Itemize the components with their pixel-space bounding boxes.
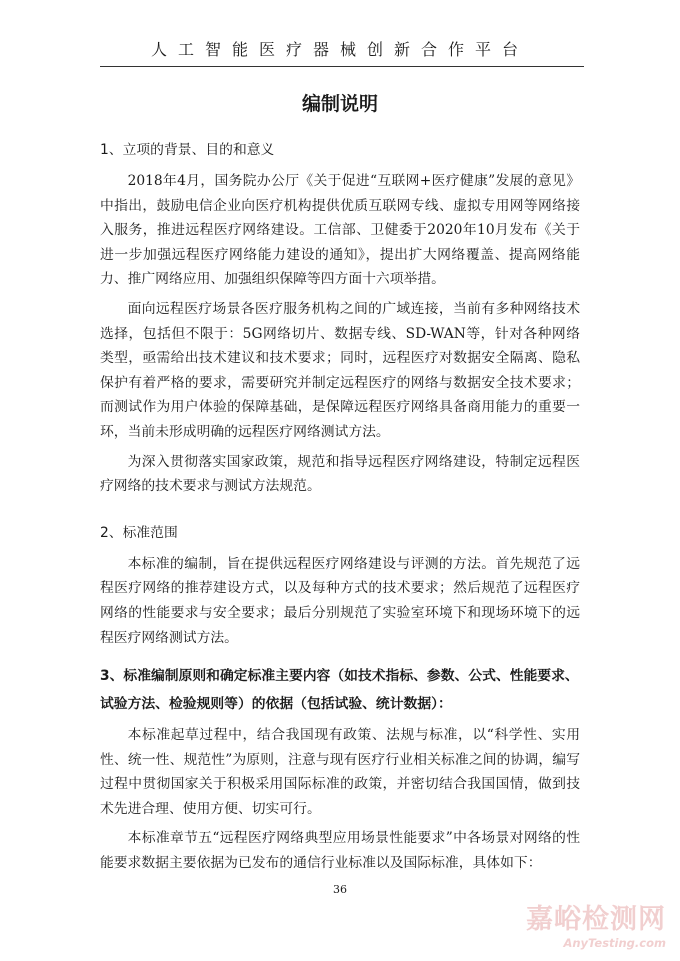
section-heading-1: 1、立项的背景、目的和意义: [100, 142, 275, 158]
section-heading-3: 3、标准编制原则和确定标准主要内容（如技术指标、参数、公式、性能要求、试验方法、检验规则等）的依据（包括试验、统计数据）：: [100, 668, 579, 713]
paragraph: 本标准的编制，旨在提供远程医疗网络建设与评测的方法。首先规范了远程医疗网络的推荐建设方式，以及每种方式的技术要求；然后规范了远程医疗网络的性能要求与安全要求；最后分别规范了实验室环境下和现场环境下的远程医疗网络测试方法。: [100, 555, 580, 646]
paragraph: 2018年4月，国务院办公厅《关于促进“互联网+医疗健康”发展的意见》中指出，鼓励电信企业向医疗机构提供优质互联网专线、虚拟专用网等网络接入服务，推进远程医疗网络建设。工信部、卫健委于2020年10月发布《关于进一步加强远程医疗网络能力建设的通知》，提出扩大网络覆盖、提高网络能力、推广网络应用、加强组织保障等四方面十六项举措。: [100, 173, 580, 288]
section-heading-2: 2、标准范围: [100, 524, 178, 541]
paragraph: 本标准章节五“远程医疗网络典型应用场景性能要求”中各场景对网络的性能要求数据主要依据为已发布的通信行业标准以及国际标准，具体如下：: [100, 830, 580, 872]
paragraph: 本标准起草过程中，结合我国现有政策、法规与标准，以“科学性、实用性、统一性、规范性”为原则，注意与现有医疗行业相关标准之间的协调，编写过程中贯彻国家关于积极采用国际标准的政策，并密切结合我国国情，做到技术先进合理、使用方便、切实可行。: [100, 727, 580, 817]
page-number: 36: [333, 883, 347, 896]
page-title: 编制说明: [301, 93, 378, 115]
watermark-text-en: AnyTesting.com: [563, 936, 666, 950]
document-body: [100, 136, 580, 876]
paragraph: 面向远程医疗场景各医疗服务机构之间的广域连接，当前有多种网络技术选择，包括但不限于：5G网络切片、数据专线、SD-WAN等，针对各种网络类型，亟需给出技术建议和技术要求；同时，远程医疗对数据安全隔离、隐私保护有着严格的要求，需要研究并制定远程医疗的网络与数据安全技术要求；而测试作为用户体验的保障基础，是保障远程医疗网络具备商用能力的重要一环，当前未形成明确的远程医疗网络测试方法。: [100, 300, 580, 440]
paragraph: 为深入贯彻落实国家政策，规范和指导远程医疗网络建设，特制定远程医疗网络的技术要求与测试方法规范。: [100, 453, 580, 495]
watermark-logo: [526, 904, 666, 950]
watermark-text-cn: 嘉峪检测网: [526, 904, 666, 935]
header-rule: [100, 66, 584, 67]
running-header: 人工智能医疗器械创新合作平台: [150, 40, 529, 59]
